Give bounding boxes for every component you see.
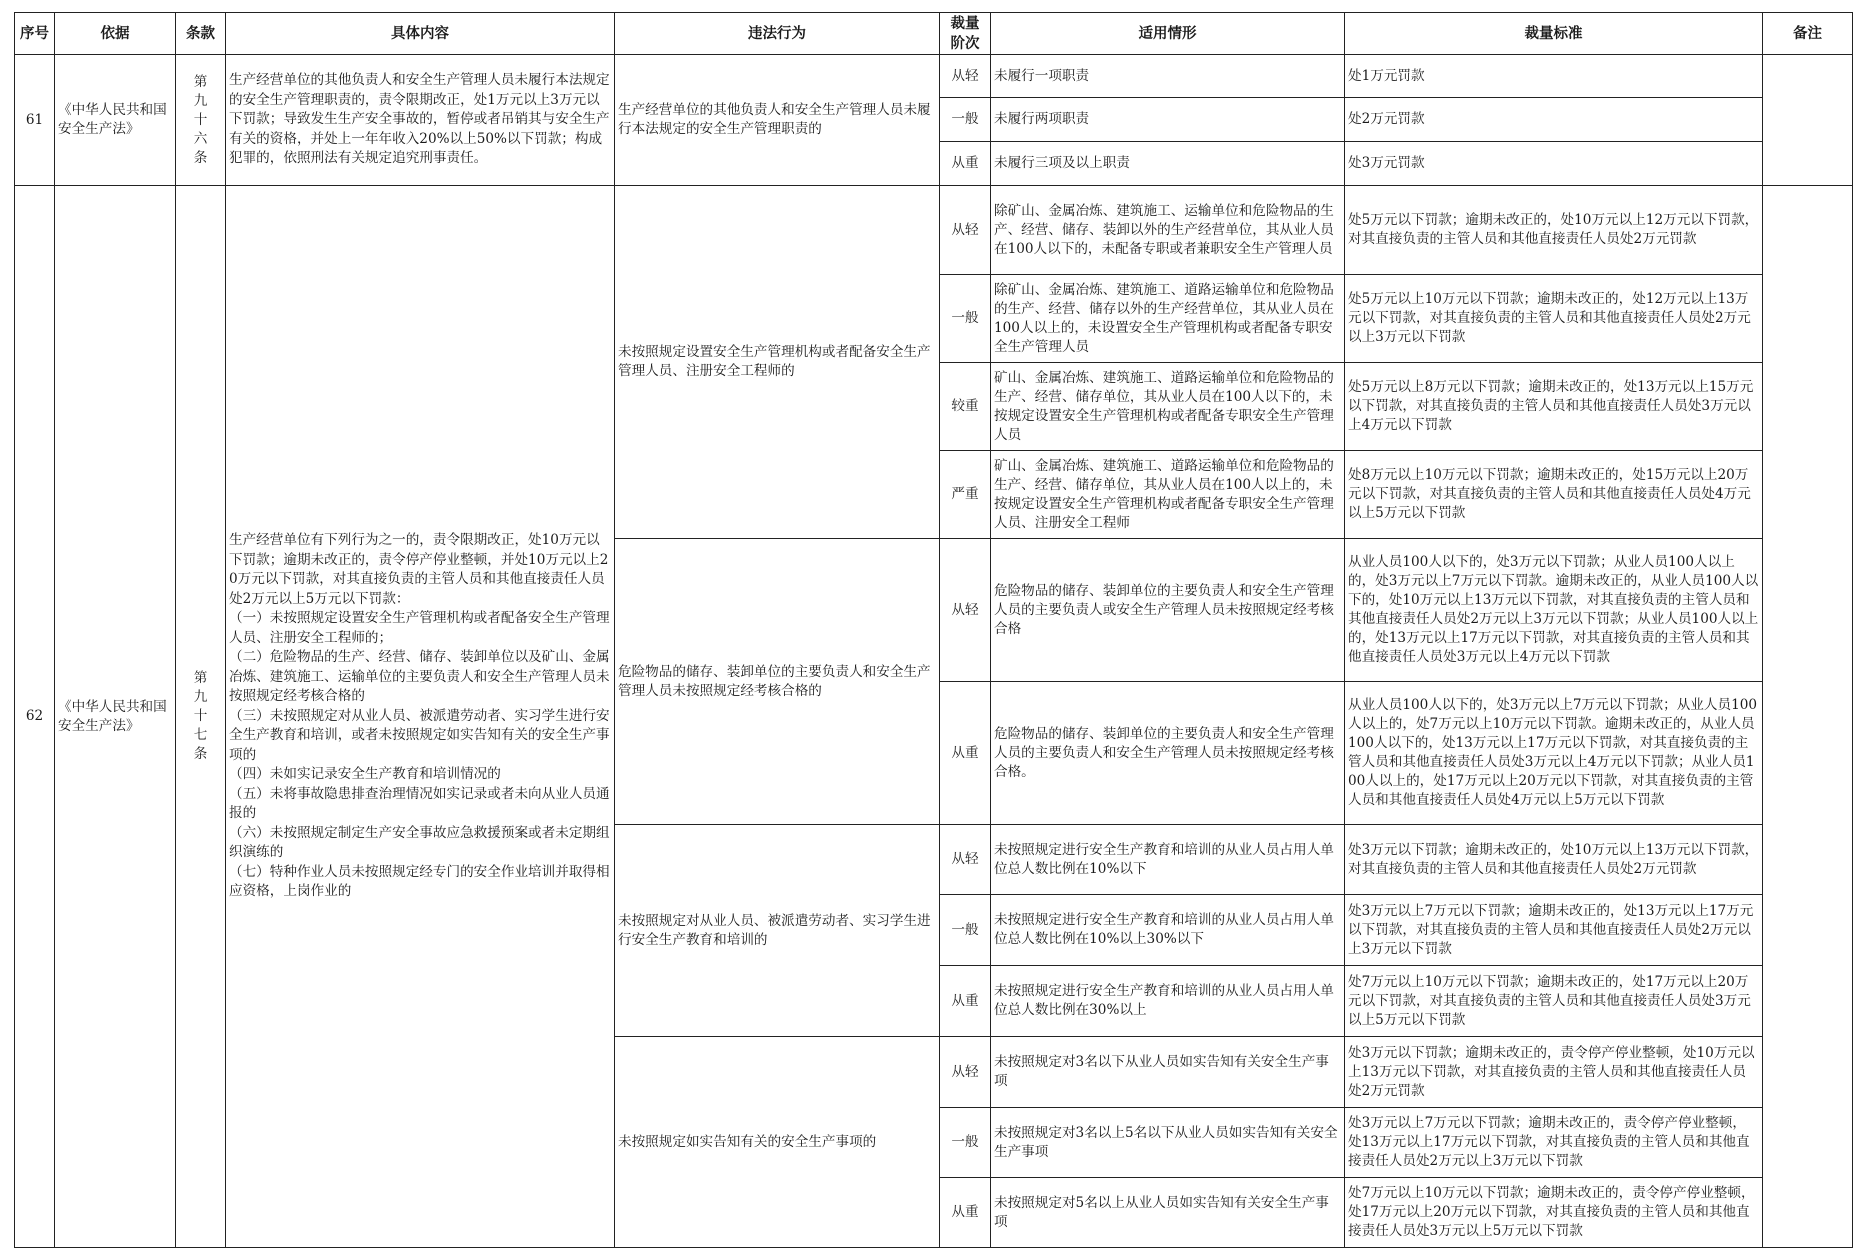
header-standard: 裁量标准 — [1345, 13, 1763, 55]
applicable-situation: 未履行一项职责 — [991, 55, 1345, 98]
discretion-standard: 处3万元以下罚款；逾期未改正的，责令停产停业整顿，处10万元以上13万元以下罚款，对其直接负责的主管人员和其他直接责任人员处2万元罚款 — [1345, 1037, 1763, 1108]
discretion-level: 从重 — [940, 682, 991, 825]
discretion-standards-sheet — [14, 12, 1852, 1248]
discretion-level: 较重 — [940, 363, 991, 451]
applicable-situation: 矿山、金属冶炼、建筑施工、道路运输单位和危险物品的生产、经营、储存单位，其从业人员在100人以上的，未按规定设置安全生产管理机构或者配备专职安全生产管理人员、注册安全工程师 — [991, 451, 1345, 539]
header-clause: 条款 — [176, 13, 226, 55]
header-situation: 适用情形 — [991, 13, 1345, 55]
applicable-situation: 未履行三项及以上职责 — [991, 142, 1345, 186]
item-no: 62 — [15, 186, 55, 1248]
applicable-situation: 未按照规定进行安全生产教育和培训的从业人员占用人单位总人数比例在30%以上 — [991, 966, 1345, 1037]
discretion-standard: 处7万元以上10万元以下罚款；逾期未改正的，处17万元以上20万元以下罚款，对其直接负责的主管人员和其他直接责任人员处3万元以上5万元以下罚款 — [1345, 966, 1763, 1037]
discretion-standard: 处8万元以上10万元以下罚款；逾期未改正的，处15万元以上20万元以下罚款，对其直接负责的主管人员和其他直接责任人员处4万元以上5万元以下罚款 — [1345, 451, 1763, 539]
discretion-level: 一般 — [940, 1108, 991, 1178]
item-clause: 第 九 十 七 条 — [176, 186, 226, 1248]
header-level: 裁量 阶次 — [940, 13, 991, 55]
discretion-standard: 处5万元以下罚款；逾期未改正的，处10万元以上12万元以下罚款，对其直接负责的主管人员和其他直接责任人员处2万元罚款 — [1345, 186, 1763, 275]
item-basis: 《中华人民共和国安全生产法》 — [55, 55, 176, 186]
applicable-situation: 除矿山、金属冶炼、建筑施工、道路运输单位和危险物品的生产、经营、储存以外的生产经营单位，其从业人员在100人以上的，未设置安全生产管理机构或者配备专职安全生产管理人员 — [991, 275, 1345, 363]
discretion-level: 从轻 — [940, 55, 991, 98]
discretion-level: 一般 — [940, 895, 991, 966]
violation-behavior: 未按照规定设置安全生产管理机构或者配备安全生产管理人员、注册安全工程师的 — [615, 186, 940, 539]
applicable-situation: 矿山、金属冶炼、建筑施工、道路运输单位和危险物品的生产、经营、储存单位，其从业人员在100人以下的，未按规定设置安全生产管理机构或者配备专职安全生产管理人员 — [991, 363, 1345, 451]
header-row — [15, 13, 1853, 55]
header-behavior: 违法行为 — [615, 13, 940, 55]
applicable-situation: 未按照规定对3名以下从业人员如实告知有关安全生产事项 — [991, 1037, 1345, 1108]
discretion-standard: 处7万元以上10万元以下罚款；逾期未改正的，责令停产停业整顿，处17万元以上20万元以下罚款，对其直接负责的主管人员和其他直接责任人员处3万元以上5万元以下罚款 — [1345, 1178, 1763, 1248]
discretion-standard: 处3万元罚款 — [1345, 142, 1763, 186]
item-content: 生产经营单位有下列行为之一的，责令限期改正，处10万元以下罚款；逾期未改正的，责令停产停业整顿，并处10万元以上20万元以下罚款，对其直接负责的主管人员和其他直接责任人员处2万元以上5万元以下罚款： （一）未按照规定设置安全生产管理机构或者配备安全生产管理人员、注册安全工程师的； （二）危险物品的生产、经营、储存、装卸单位以及矿山、金属冶炼、建筑施工、运输单位的主要负责人和安全生产管理人员未按照规定经考核合格的 （三）未按照规定对从业人员、被派遣劳动者、实习学生进行安全生产教育和培训，或者未按照规定如实告知有关的安全生产事项的 （四）未如实记录安全生产教育和培训情况的 （五）未将事故隐患排查治理情况如实记录或者未向从业人员通报的 （六）未按照规定制定生产安全事故应急救援预案或者未定期组织演练的 （七）特种作业人员未按照规定经专门的安全作业培训并取得相应资格，上岗作业的 — [226, 186, 615, 1248]
violation-behavior: 生产经营单位的其他负责人和安全生产管理人员未履行本法规定的安全生产管理职责的 — [615, 55, 940, 186]
violation-behavior: 未按照规定如实告知有关的安全生产事项的 — [615, 1037, 940, 1248]
penalty-discretion-table — [14, 12, 1853, 1248]
discretion-standard: 处5万元以上10万元以下罚款；逾期未改正的，处12万元以上13万元以下罚款，对其直接负责的主管人员和其他直接责任人员处2万元以上3万元以下罚款 — [1345, 275, 1763, 363]
discretion-standard: 处3万元以上7万元以下罚款；逾期未改正的，处13万元以上17万元以下罚款，对其直接负责的主管人员和其他直接责任人员处2万元以上3万元以下罚款 — [1345, 895, 1763, 966]
discretion-standard: 从业人员100人以下的，处3万元以下罚款；从业人员100人以上的，处3万元以上7万元以下罚款。逾期未改正的，从业人员100人以下的，处10万元以上13万元以下罚款，对其直接负责的主管人员和其他直接责任人员处2万元以上3万元以下罚款；从业人员100人以上的，处13万元以上17万元以下罚款，对其直接负责的主管人员和其他直接责任人员处3万元以上4万元以下罚款 — [1345, 539, 1763, 682]
applicable-situation: 危险物品的储存、装卸单位的主要负责人和安全生产管理人员的主要负责人和安全生产管理人员未按照规定经考核合格。 — [991, 682, 1345, 825]
violation-behavior: 危险物品的储存、装卸单位的主要负责人和安全生产管理人员未按照规定经考核合格的 — [615, 539, 940, 825]
discretion-level: 严重 — [940, 451, 991, 539]
applicable-situation: 危险物品的储存、装卸单位的主要负责人和安全生产管理人员的主要负责人或安全生产管理人员未按照规定经考核合格 — [991, 539, 1345, 682]
discretion-level: 一般 — [940, 98, 991, 142]
item-content: 生产经营单位的其他负责人和安全生产管理人员未履行本法规定的安全生产管理职责的，责令限期改正，处1万元以上3万元以下罚款；导致发生生产安全事故的，暂停或者吊销其与安全生产有关的资格，并处上一年年收入20%以上50%以下罚款；构成犯罪的，依照刑法有关规定追究刑事责任。 — [226, 55, 615, 186]
remark-cell — [1763, 55, 1853, 186]
discretion-standard: 处2万元罚款 — [1345, 98, 1763, 142]
item-clause: 第 九 十 六 条 — [176, 55, 226, 186]
violation-behavior: 未按照规定对从业人员、被派遣劳动者、实习学生进行安全生产教育和培训的 — [615, 825, 940, 1037]
item-basis: 《中华人民共和国安全生产法》 — [55, 186, 176, 1248]
discretion-level: 从轻 — [940, 186, 991, 275]
table-row — [15, 186, 1853, 275]
discretion-level: 从重 — [940, 966, 991, 1037]
discretion-standard: 处1万元罚款 — [1345, 55, 1763, 98]
remark-cell — [1763, 186, 1853, 1248]
applicable-situation: 未按照规定对3名以上5名以下从业人员如实告知有关安全生产事项 — [991, 1108, 1345, 1178]
discretion-standard: 处3万元以上7万元以下罚款；逾期未改正的，责令停产停业整顿，处13万元以上17万元以下罚款，对其直接负责的主管人员和其他直接责任人员处2万元以上3万元以下罚款 — [1345, 1108, 1763, 1178]
discretion-standard: 处3万元以下罚款；逾期未改正的，处10万元以上13万元以下罚款，对其直接负责的主管人员和其他直接责任人员处2万元罚款 — [1345, 825, 1763, 895]
discretion-level: 从轻 — [940, 1037, 991, 1108]
applicable-situation: 未按照规定进行安全生产教育和培训的从业人员占用人单位总人数比例在10%以上30%以下 — [991, 895, 1345, 966]
discretion-level: 一般 — [940, 275, 991, 363]
applicable-situation: 未履行两项职责 — [991, 98, 1345, 142]
applicable-situation: 未按照规定进行安全生产教育和培训的从业人员占用人单位总人数比例在10%以下 — [991, 825, 1345, 895]
header-content: 具体内容 — [226, 13, 615, 55]
discretion-standard: 处5万元以上8万元以下罚款；逾期未改正的，处13万元以上15万元以下罚款，对其直接负责的主管人员和其他直接责任人员处3万元以上4万元以下罚款 — [1345, 363, 1763, 451]
header-no: 序号 — [15, 13, 55, 55]
table-row — [15, 55, 1853, 98]
header-basis: 依据 — [55, 13, 176, 55]
discretion-level: 从轻 — [940, 825, 991, 895]
discretion-standard: 从业人员100人以下的，处3万元以上7万元以下罚款；从业人员100人以上的，处7万元以上10万元以下罚款。逾期未改正的，从业人员100人以下的，处13万元以上17万元以下罚款，对其直接负责的主管人员和其他直接责任人员处3万元以上4万元以下罚款；从业人员100人以上的，处17万元以上20万元以下罚款，对其直接负责的主管人员和其他直接责任人员处4万元以上5万元以下罚款 — [1345, 682, 1763, 825]
discretion-level: 从轻 — [940, 539, 991, 682]
discretion-level: 从重 — [940, 1178, 991, 1248]
applicable-situation: 未按照规定对5名以上从业人员如实告知有关安全生产事项 — [991, 1178, 1345, 1248]
item-no: 61 — [15, 55, 55, 186]
applicable-situation: 除矿山、金属冶炼、建筑施工、运输单位和危险物品的生产、经营、储存、装卸以外的生产经营单位，其从业人员在100人以下的，未配备专职或者兼职安全生产管理人员 — [991, 186, 1345, 275]
discretion-level: 从重 — [940, 142, 991, 186]
header-remark: 备注 — [1763, 13, 1853, 55]
